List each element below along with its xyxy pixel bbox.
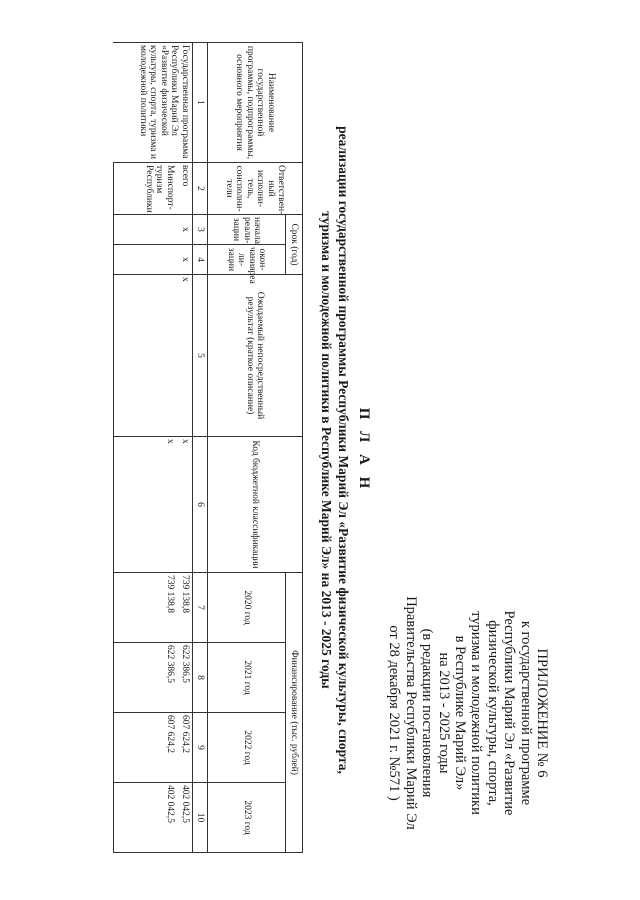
header-name: Наименование государственной программы, подпрограммы, основного мероприятия (208, 43, 303, 163)
annex-line: Республики Марий Эл «Развитие (501, 610, 518, 816)
annex-line: физической культуры, спорта, (484, 620, 501, 806)
column-number: 1 (193, 43, 208, 163)
header-end: окон-чанияреа ли-зации (208, 245, 286, 275)
financing-2022-cell: 607 624,2 (176, 713, 193, 783)
budget-code-cell: х (114, 437, 177, 573)
financing-2021-cell: 622 386,5 (114, 643, 177, 713)
header-term: Срок (год) (286, 215, 303, 275)
budget-code-cell: х (176, 437, 193, 573)
financing-2023-cell: 402 042,5 (176, 783, 193, 853)
executor-cell: Минспорт-туризм Республики (114, 163, 177, 215)
plan-table (113, 42, 303, 853)
annex-line: ПРИЛОЖЕНИЕ № 6 (534, 648, 550, 778)
start-cell: х (176, 215, 193, 245)
header-result: Ожидаемый непосредственный результат (краткое описание) (208, 275, 303, 437)
annex-block (386, 568, 550, 858)
column-number: 9 (193, 713, 208, 783)
subtitle-line: реализации государственной программы Республики Марий Эл «Развитие физической культуры, спорта, (336, 126, 351, 774)
column-number: 2 (193, 163, 208, 215)
annex-line: к государственной программе (517, 620, 534, 806)
financing-2021-cell: 622 386,5 (176, 643, 193, 713)
column-number: 7 (193, 573, 208, 643)
annex-line: (в редакции постановления (419, 628, 436, 798)
annex-line: на 2013 - 2025 годы (435, 652, 452, 774)
result-cell: х (176, 275, 193, 437)
financing-2022-cell: 607 624,2 (114, 713, 177, 783)
annex-line: в Республике Марий Эл» (451, 635, 468, 791)
column-number: 8 (193, 643, 208, 713)
annex-line: туризма и молодежной политики (468, 611, 485, 815)
annex-line: от 28 декабря 2021 г. №571 ) (386, 625, 403, 801)
annex-line: Правительства Республики Марий Эл (402, 596, 419, 830)
header-2021: 2021 год (208, 643, 286, 713)
column-number: 4 (193, 245, 208, 275)
financing-2020-cell: 739 138,8 (176, 573, 193, 643)
header-2020: 2020 год (208, 573, 286, 643)
column-number: 6 (193, 437, 208, 573)
end-cell: х (176, 245, 193, 275)
executor-cell: всего (176, 163, 193, 215)
plan-title: П Л А Н (356, 407, 372, 493)
financing-2023-cell: 402 042,5 (114, 783, 177, 853)
column-number: 10 (193, 783, 208, 853)
header-executor: Ответствен-ный исполни-тель, соисполни-тели (208, 163, 303, 215)
end-cell (114, 245, 177, 275)
header-budget-code: Код бюджетной классификации (208, 437, 303, 573)
column-number: 5 (193, 275, 208, 437)
header-start: начала реали-зации (208, 215, 286, 245)
header-financing: Финансирование (тыс. рублей) (286, 573, 303, 853)
start-cell (114, 215, 177, 245)
result-cell (114, 275, 177, 437)
plan-subtitle (318, 30, 352, 870)
program-name-cell: Государственная программа Республики Марий Эл «Развитие физической культуры, спорта, туризма и молодежной политики (114, 43, 193, 163)
header-2022: 2022 год (208, 713, 286, 783)
financing-2020-cell: 739 138,8 (114, 573, 177, 643)
header-2023: 2023 год (208, 783, 286, 853)
subtitle-line: туризма и молодежной политики в Республике Марий Эл» на 2013 - 2025 годы (319, 211, 334, 689)
column-number: 3 (193, 215, 208, 245)
